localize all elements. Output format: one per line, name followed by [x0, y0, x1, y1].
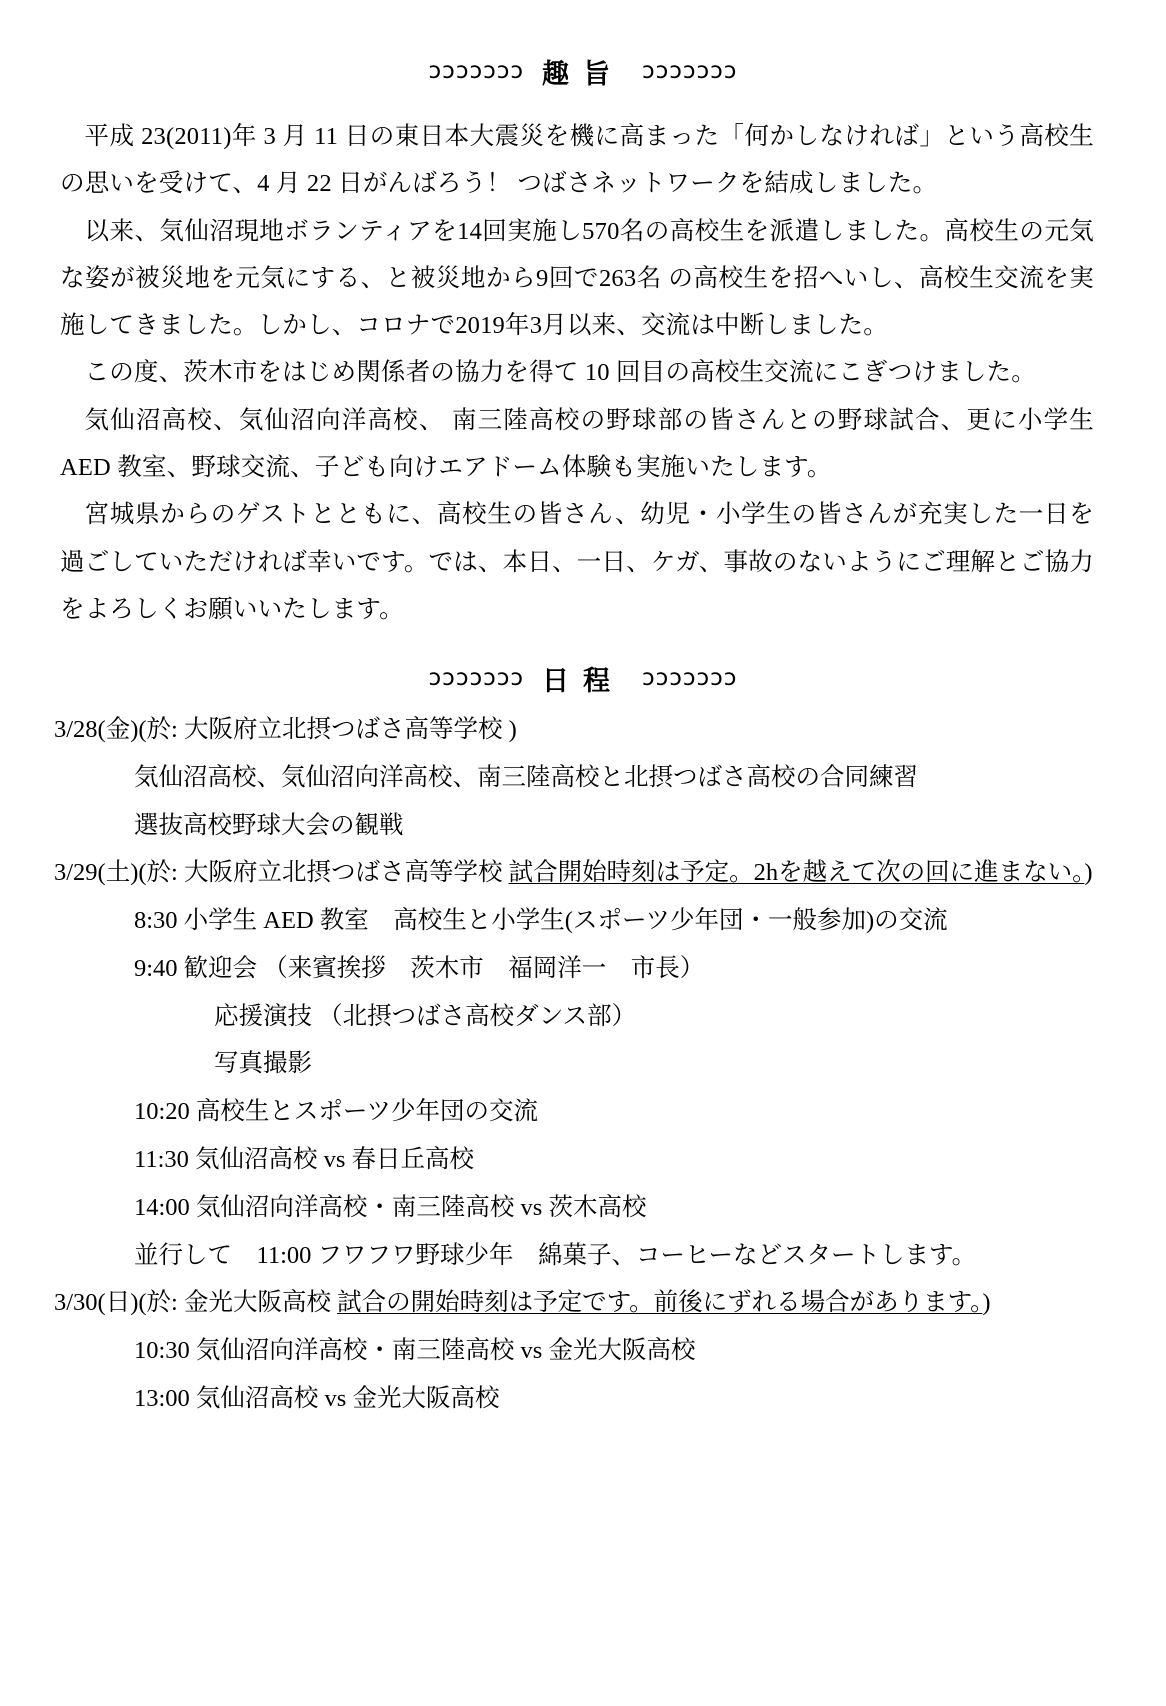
intro-section-heading	[0, 52, 1166, 91]
schedule-day-venue-close: )	[1084, 859, 1093, 887]
intro-paragraph: 平成 23(2011)年 3 月 11 日の東日本大震災を機に高まった「何かしなければ」という高校生の思いを受けて、4 月 22 日がんばろう！ つばさネットワークを結成しました。	[60, 123, 1094, 198]
schedule-day-venue: (於: 大阪府立北摂つばさ高等学校	[138, 859, 509, 887]
schedule-item: 13:00 気仙沼高校 vs 金光大阪高校	[134, 1384, 500, 1412]
intro-paragraph: この度、茨木市をはじめ関係者の協力を得て 10 回目の高校生交流にこぎつけました。	[84, 359, 1036, 387]
schedule-item: 並行して 11:00 フワフワ野球少年 綿菓子、コーヒーなどスタートします。	[134, 1241, 977, 1269]
schedule-item: 9:40 歓迎会 （来賓挨拶 茨木市 福岡洋一 市長）	[134, 954, 705, 982]
document-page	[0, 52, 1166, 1706]
schedule-day-note: 試合開始時刻は予定。2hを越えて次の回に進まない。	[508, 859, 1085, 887]
intro-paragraph: 以来、気仙沼現地ボランティアを14回実施し570名の高校生を派遣しました。高校生の元気な姿が被災地を元気にする、と被災地から9回で263名 の高校生を招へいし、高校生交流を実施してきました。しかし、コロナで2019年3月以来、交流は中断しました。	[60, 217, 1094, 340]
schedule-day-venue: (於: 大阪府立北摂つばさ高等学校 )	[138, 716, 517, 744]
schedule-item: 写真撮影	[214, 1050, 312, 1078]
intro-paragraph: 宮城県からのゲストとともに、高校生の皆さん、幼児・小学生の皆さんが充実した一日を過ごしていただければ幸いです。では、本日、一日、ケガ、事故のないようにご理解とご協力をよろしくお願いいたします。	[60, 501, 1094, 623]
schedule-day-venue: (於: 金光大阪高校	[138, 1289, 338, 1317]
schedule-day-header	[54, 1279, 1126, 1327]
schedule-item: 応援演技 （北摂つばさ高校ダンス部）	[214, 1002, 637, 1030]
ornament-right-icon: ɔɔɔɔɔɔɔ	[642, 665, 738, 692]
schedule-section-heading	[0, 659, 1166, 698]
schedule-day-header	[54, 849, 1126, 897]
schedule-item: 10:30 気仙沼向洋高校・南三陸高校 vs 金光大阪高校	[134, 1337, 696, 1365]
ornament-left-icon: ɔɔɔɔɔɔɔ	[428, 58, 524, 84]
schedule-item: 選抜高校野球大会の観戦	[134, 811, 404, 839]
ornament-left-icon: ɔɔɔɔɔɔɔ	[428, 665, 524, 692]
schedule-item: 8:30 小学生 AED 教室 高校生と小学生(スポーツ少年団・一般参加)の交流	[134, 907, 948, 935]
schedule-day-note: 試合の開始時刻は予定です。前後にずれる場合があります。	[337, 1289, 983, 1317]
schedule-item: 10:20 高校生とスポーツ少年団の交流	[134, 1098, 538, 1126]
ornament-right-icon: ɔɔɔɔɔɔɔ	[642, 58, 738, 84]
schedule-item: 14:00 気仙沼向洋高校・南三陸高校 vs 茨木高校	[134, 1193, 647, 1221]
schedule-day-header	[54, 706, 1126, 754]
schedule-item: 11:30 気仙沼高校 vs 春日丘高校	[134, 1145, 475, 1173]
schedule-day-date: 3/29(土)	[54, 859, 139, 887]
schedule-heading-text: 日程	[542, 666, 624, 697]
schedule-day-venue-close: )	[982, 1289, 991, 1317]
schedule-list	[0, 706, 1166, 1422]
schedule-day-date: 3/28(金)	[54, 716, 139, 744]
schedule-day-date: 3/30(日)	[54, 1289, 139, 1317]
schedule-item: 気仙沼高校、気仙沼向洋高校、南三陸高校と北摂つばさ高校の合同練習	[134, 763, 918, 791]
intro-body	[0, 113, 1166, 633]
intro-paragraph: 気仙沼高校、気仙沼向洋高校、 南三陸高校の野球部の皆さんとの野球試合、更に小学生 AED 教室、野球交流、子ども向けエアドーム体験も実施いたします。	[60, 406, 1094, 481]
intro-heading-text: 趣旨	[542, 59, 624, 89]
